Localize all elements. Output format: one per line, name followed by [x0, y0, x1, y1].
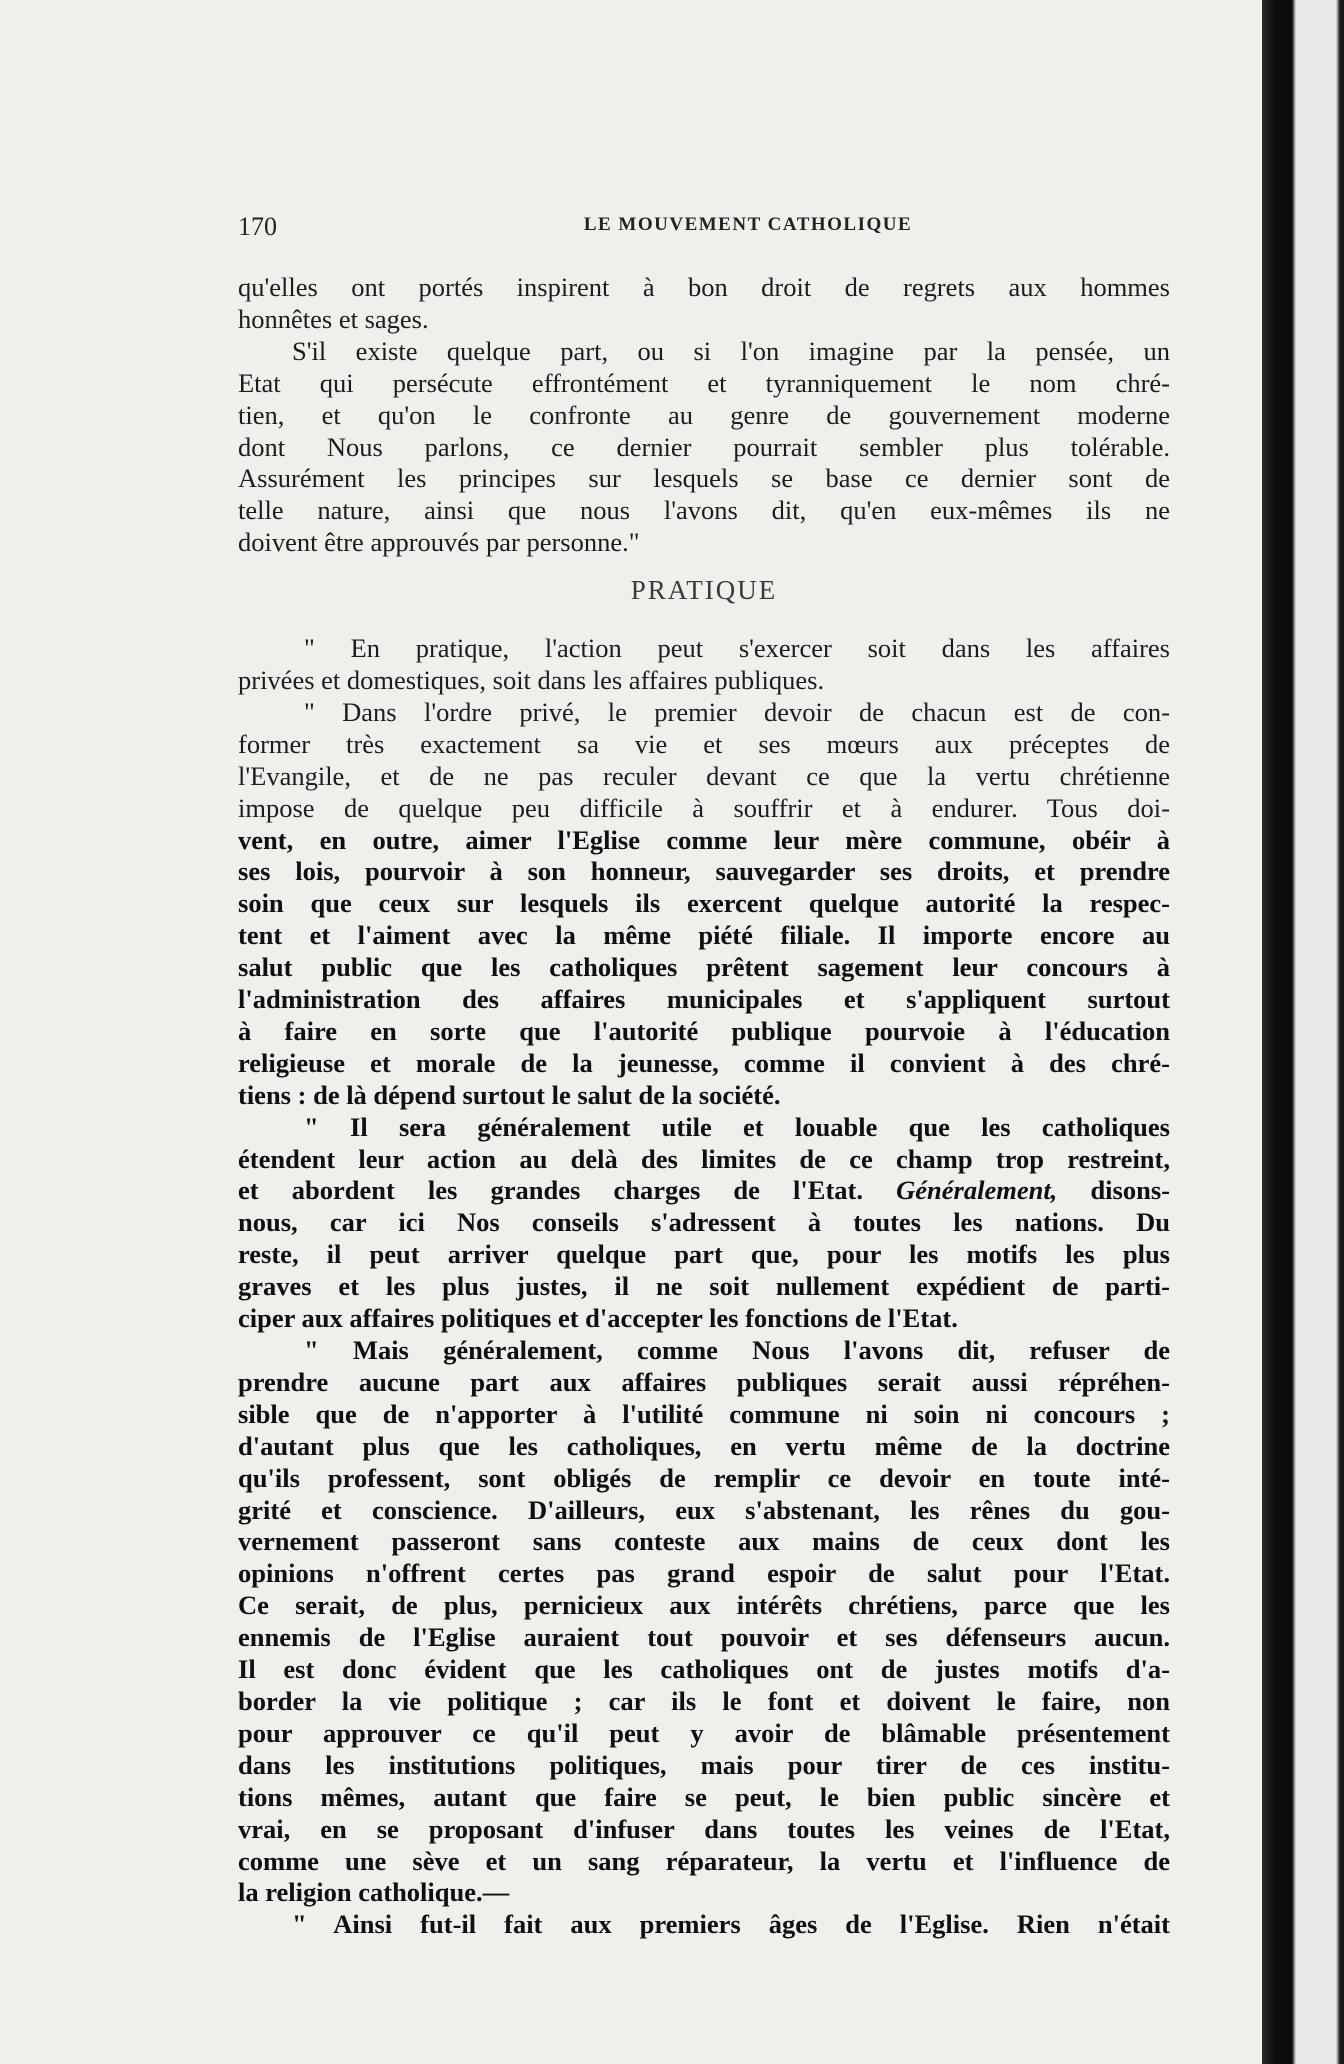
text-line: privées et domestiques, soit dans les affaires publiques. [238, 664, 825, 695]
body-text [238, 272, 1170, 1941]
paragraph-2 [238, 336, 1170, 559]
text-line: Assurément les principes sur lesquels se base ce dernier sont de [238, 463, 1170, 494]
text-line: étendent leur action au delà des limites de ce champ trop restreint, [238, 1143, 1170, 1174]
text-line: d'autant plus que les catholiques, en vertu même de la doctrine [238, 1430, 1170, 1461]
text-line: Etat qui persécute effrontément et tyranniquement le nom chré- [238, 367, 1170, 398]
text-line: " Dans l'ordre privé, le premier devoir de chacun est de con- [304, 696, 1170, 727]
text-line: opinions n'offrent certes pas grand espoir de salut pour l'Etat. [238, 1558, 1170, 1589]
text-line: à faire en sorte que l'autorité publique pourvoie à l'éducation [238, 1015, 1170, 1046]
running-title: LE MOUVEMENT CATHOLIQUE [583, 214, 913, 235]
text-line: dans les institutions politiques, mais pour tirer de ces institu- [238, 1749, 1170, 1780]
text-line: ennemis de l'Eglise auraient tout pouvoir et ses défenseurs aucun. [238, 1622, 1170, 1653]
paragraph-1 [238, 272, 1170, 336]
text-line: doivent être approuvés par personne." [238, 527, 640, 558]
text-line: dont Nous parlons, ce dernier pourrait sembler plus tolérable. [238, 431, 1170, 462]
text-line: vrai, en se proposant d'infuser dans toutes les veines de l'Etat, [238, 1813, 1170, 1844]
text-segment: disons- [1057, 1175, 1170, 1206]
text-line: impose de quelque peu difficile à souffrir et à endurer. Tous doi- [238, 792, 1170, 823]
text-line: ciper aux affaires politiques et d'accepter les fonctions de l'Etat. [238, 1303, 958, 1334]
page-header [238, 212, 1168, 248]
paragraph-6 [238, 1335, 1170, 1909]
text-line: vent, en outre, aimer l'Eglise comme leur mère commune, obéir à [238, 824, 1170, 855]
text-line: comme une sève et un sang réparateur, la vertu et l'influence de [238, 1845, 1170, 1876]
book-binding-edge [1262, 0, 1344, 2064]
text-line: telle nature, ainsi que nous l'avons dit, qu'en eux-mêmes ils ne [238, 495, 1170, 526]
text-line: tien, et qu'on le confronte au genre de gouvernement moderne [238, 399, 1170, 430]
text-line: former très exactement sa vie et ses mœurs aux préceptes de [238, 728, 1170, 759]
italic-word: Généralement, [896, 1175, 1058, 1206]
text-line: religieuse et morale de la jeunesse, comme il convient à des chré- [238, 1047, 1170, 1078]
paragraph-5 [238, 1112, 1170, 1335]
page-number: 170 [238, 212, 277, 241]
text-line: honnêtes et sages. [238, 303, 429, 334]
text-line: reste, il peut arriver quelque part que, pour les motifs les plus [238, 1239, 1170, 1270]
text-line: border la vie politique ; car ils le font et doivent le faire, non [238, 1685, 1170, 1716]
text-line: salut public que les catholiques prêtent sagement leur concours à [238, 952, 1170, 983]
paragraph-4 [238, 697, 1170, 1112]
text-line: " Il sera généralement utile et louable que les catholiques [304, 1111, 1170, 1142]
text-line: graves et les plus justes, il ne soit nullement expédient de parti- [238, 1271, 1170, 1302]
text-line: sible que de n'apporter à l'utilité commune ni soin ni concours ; [238, 1398, 1170, 1429]
text-line: soin que ceux sur lesquels ils exercent quelque autorité la respec- [238, 888, 1170, 919]
text-line [238, 1175, 1170, 1207]
text-line: grité et conscience. D'ailleurs, eux s'abstenant, les rênes du gou- [238, 1494, 1170, 1525]
text-line: nous, car ici Nos conseils s'adressent à toutes les nations. Du [238, 1207, 1170, 1238]
text-line: l'Evangile, et de ne pas reculer devant ce que la vertu chrétienne [238, 760, 1170, 791]
text-line: Il est donc évident que les catholiques ont de justes motifs d'a- [238, 1654, 1170, 1685]
text-segment: et abordent les grandes charges de l'Etat. [238, 1175, 863, 1206]
paragraph-3 [238, 633, 1170, 697]
text-line: qu'ils professent, sont obligés de remplir ce devoir en toute inté- [238, 1462, 1170, 1493]
text-line: la religion catholique.— [238, 1877, 510, 1908]
text-line: ses lois, pourvoir à son honneur, sauvegarder ses droits, et prendre [238, 856, 1170, 887]
text-line: Ce serait, de plus, pernicieux aux intérêts chrétiens, parce que les [238, 1590, 1170, 1621]
text-line: tiens : de là dépend surtout le salut de la société. [238, 1079, 781, 1110]
text-line: qu'elles ont portés inspirent à bon droit de regrets aux hommes [238, 272, 1170, 302]
text-line: vernement passeront sans conteste aux mains de ceux dont les [238, 1526, 1170, 1557]
text-line: " Mais généralement, comme Nous l'avons dit, refuser de [304, 1335, 1170, 1365]
text-line: prendre aucune part aux affaires publiques serait aussi répréhen- [238, 1366, 1170, 1397]
paragraph-7 [238, 1909, 1170, 1941]
text-line: tions mêmes, autant que faire se peut, le bien public sincère et [238, 1781, 1170, 1812]
text-line: S'il existe quelque part, ou si l'on imagine par la pensée, un [292, 335, 1170, 366]
text-line: tent et l'aiment avec la même piété filiale. Il importe encore au [238, 920, 1170, 951]
text-line: pour approuver ce qu'il peut y avoir de blâmable présentement [238, 1717, 1170, 1748]
text-line: " Ainsi fut-il fait aux premiers âges de l'Eglise. Rien n'était [292, 1909, 1170, 1940]
text-line: l'administration des affaires municipales et s'appliquent surtout [238, 984, 1170, 1015]
text-line: " En pratique, l'action peut s'exercer soit dans les affaires [304, 633, 1170, 664]
section-title: PRATIQUE [630, 575, 778, 606]
